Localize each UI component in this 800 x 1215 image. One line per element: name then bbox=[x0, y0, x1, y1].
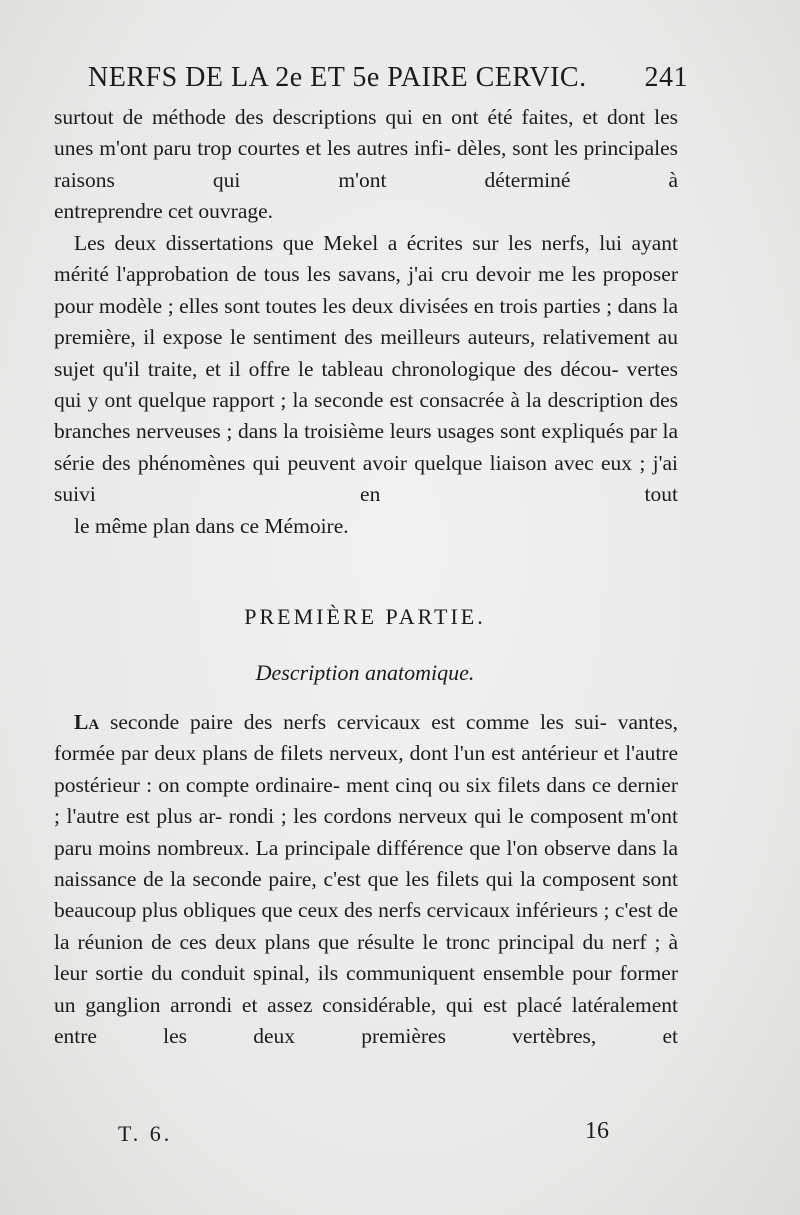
anatomy-paragraph bbox=[54, 707, 678, 1052]
text-line: placé latéralement entre les deux premières vertèbres, et bbox=[54, 992, 678, 1049]
text-line: et dont les unes m'ont paru trop courtes et les autres infi- bbox=[54, 105, 679, 161]
drop-cap: La bbox=[74, 710, 100, 734]
text-line: qu'il traite, et il offre le tableau chronologique des décou- bbox=[102, 356, 619, 381]
signature-mark: T. 6. bbox=[118, 1121, 173, 1146]
text-line: leurs usages sont expliqués par la série des phénomènes qui bbox=[54, 419, 678, 475]
text-line: la description des branches nerveuses ; dans la troisième bbox=[54, 388, 678, 444]
intro-paragraph bbox=[54, 102, 678, 228]
part-heading: PREMIÈRE PARTIE. bbox=[244, 604, 486, 629]
plan-paragraph bbox=[54, 228, 678, 542]
text-line: dèles, sont les principales raisons qui m'ont déterminé à bbox=[54, 136, 679, 192]
text-line: former un ganglion arrondi et assez considérable, qui est bbox=[54, 961, 679, 1017]
text-line: moins nombreux. La principale différence que l'on observe bbox=[98, 835, 611, 860]
text-line: surtout de méthode des descriptions qui en ont été faites, bbox=[54, 105, 574, 129]
text-line: vertes qui y ont quelque rapport ; la seconde est consacrée à bbox=[54, 356, 679, 413]
text-line: lui ayant mérité l'approbation de tous les savans, j'ai cru bbox=[54, 231, 679, 287]
text-line: peuvent avoir quelque liaison avec eux ; j'ai suivi en tout bbox=[54, 450, 678, 507]
page-number: 241 bbox=[644, 62, 688, 93]
text-line: le sentiment des meilleurs auteurs, relativement au sujet bbox=[54, 325, 679, 381]
section-subheading: Description anatomique. bbox=[255, 660, 475, 685]
text-line: Les deux dissertations que Mekel a écrites sur les nerfs, bbox=[74, 231, 590, 255]
running-head bbox=[88, 62, 688, 94]
text-line: seconde paire des nerfs cervicaux est comme les sui- bbox=[99, 710, 607, 734]
running-title: NERFS DE LA 2e ET 5e PAIRE CERVIC. bbox=[88, 62, 587, 93]
text-line: des nerfs cervicaux inférieurs ; c'est de la réunion de ces bbox=[54, 898, 678, 954]
text-line: devoir me les proposer pour modèle ; elles sont toutes les bbox=[54, 262, 679, 318]
text-line: le même plan dans ce Mémoire. bbox=[74, 513, 349, 538]
text-line: deux divisées en trois parties ; dans la première, il expose bbox=[54, 293, 678, 350]
text-line: qui la composent sont beaucoup plus obliques que ceux bbox=[54, 867, 679, 923]
sheet-number: 16 bbox=[585, 1118, 609, 1144]
text-line: ment cinq ou six filets dans ce dernier ; l'autre est plus ar- bbox=[54, 772, 678, 829]
text-line: rondi ; les cordons nerveux qui le composent m'ont paru bbox=[54, 804, 678, 860]
text-line: entreprendre cet ouvrage. bbox=[54, 199, 274, 224]
text-line: dans la naissance de la seconde paire, c'est que les filets bbox=[54, 835, 679, 892]
text-line: vantes, formée par deux plans de filets nerveux, dont l'un bbox=[54, 710, 678, 766]
text-line: deux plans que résulte le tronc principal du nerf ; à leur bbox=[54, 929, 679, 986]
text-line: est antérieur et l'autre postérieur : on compte ordinaire- bbox=[54, 741, 679, 797]
text-line: sortie du conduit spinal, ils communiquent ensemble pour bbox=[95, 961, 612, 986]
